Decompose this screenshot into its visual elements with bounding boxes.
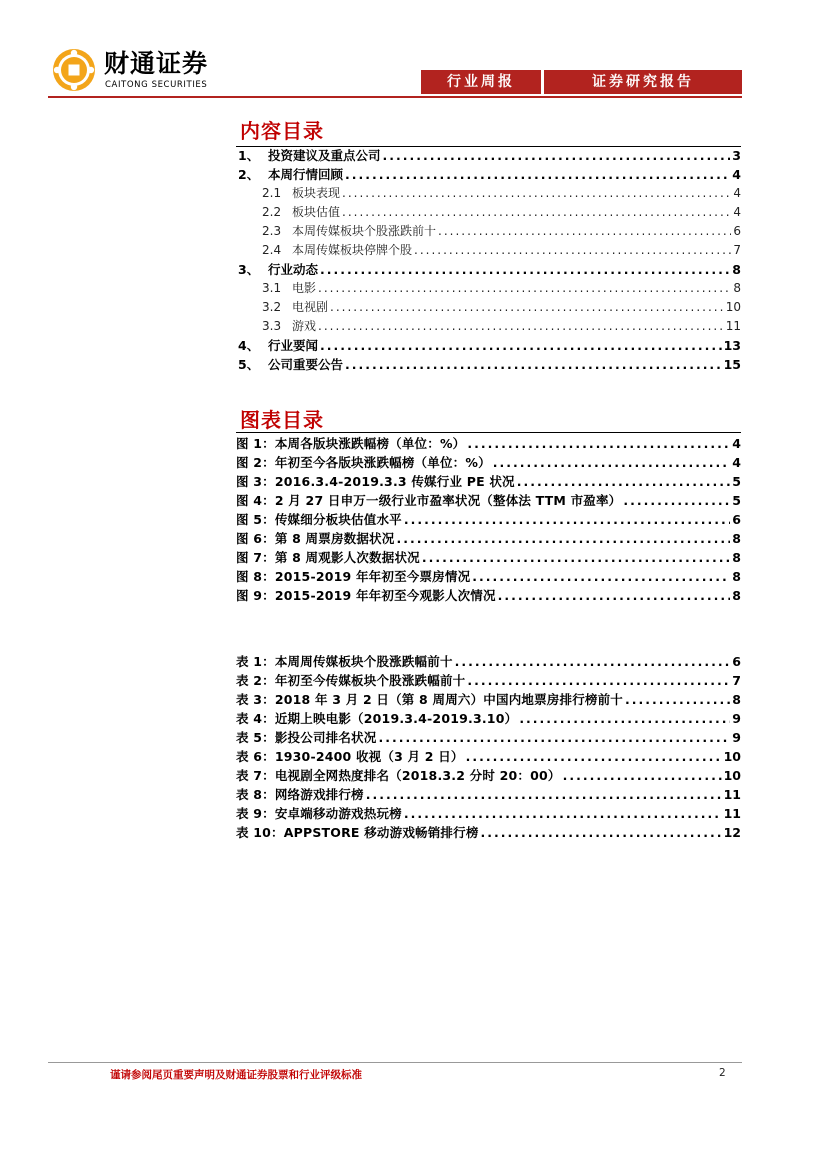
figure-entry[interactable]: [236, 529, 741, 548]
leader-dots: [320, 336, 722, 355]
toc-number: 3.3: [262, 319, 282, 333]
contents-title: 内容目录: [240, 119, 324, 143]
table-page: 9: [732, 730, 741, 745]
toc-label: 电影: [292, 281, 317, 295]
figure-label: 图 5：传媒细分板块估值水平: [236, 512, 402, 527]
table-entry[interactable]: [236, 823, 741, 842]
toc-label: 板块表现: [292, 186, 341, 200]
leader-dots: [466, 747, 722, 766]
page-number: 2: [719, 1067, 726, 1079]
table-label: 表 7：电视剧全网热度排名（2018.3.2 分时 20：00）: [236, 768, 561, 783]
table-entry[interactable]: [236, 804, 741, 823]
table-label: 表 1：本周周传媒板块个股涨跌幅前十: [236, 654, 453, 669]
leader-dots: [404, 804, 722, 823]
toc-page: 6: [733, 224, 741, 238]
toc-page: 4: [732, 167, 741, 182]
toc-subitem[interactable]: [236, 241, 741, 260]
table-page: 10: [723, 749, 741, 764]
table-entry[interactable]: [236, 709, 741, 728]
leader-dots: [366, 785, 722, 804]
figures-divider: [236, 432, 741, 433]
leader-dots: [318, 317, 724, 336]
figures-list: [236, 434, 741, 605]
toc-number: 3、: [238, 262, 260, 277]
toc-number: 2.3: [262, 224, 282, 238]
figure-page: 8: [732, 531, 741, 546]
figure-label: 图 3：2016.3.4-2019.3.3 传媒行业 PE 状况: [236, 474, 515, 489]
toc-page: 15: [723, 357, 741, 372]
toc-item[interactable]: [236, 165, 741, 184]
toc-label: 公司重要公告: [268, 357, 344, 372]
toc-number: 1、: [238, 148, 260, 163]
figure-entry[interactable]: [236, 472, 741, 491]
leader-dots: [383, 146, 731, 165]
toc-label: 行业动态: [268, 262, 319, 277]
figure-page: 8: [732, 569, 741, 584]
toc-subitem[interactable]: [236, 222, 741, 241]
toc-item[interactable]: [236, 336, 741, 355]
toc-number: 2.1: [262, 186, 282, 200]
toc-label: 本周行情回顾: [268, 167, 344, 182]
table-label: 表 6：1930-2400 收视（3 月 2 日）: [236, 749, 464, 764]
toc-item[interactable]: [236, 355, 741, 374]
table-label: 表 3：2018 年 3 月 2 日（第 8 周周六）中国内地票房排行榜前十: [236, 692, 623, 707]
toc-number: 3.1: [262, 281, 282, 295]
toc-page: 7: [733, 243, 741, 257]
leader-dots: [438, 222, 731, 241]
toc-item[interactable]: [236, 146, 741, 165]
figure-entry[interactable]: [236, 453, 741, 472]
toc-subitem[interactable]: [236, 317, 741, 336]
toc-page: 13: [723, 338, 741, 353]
toc-label: 本周传媒板块停牌个股: [292, 243, 413, 257]
figure-entry[interactable]: [236, 586, 741, 605]
figure-label: 图 9：2015-2019 年年初至今观影人次情况: [236, 588, 496, 603]
leader-dots: [625, 690, 730, 709]
figure-label: 图 2：年初至今各版块涨跌幅榜（单位：%）: [236, 455, 491, 470]
figures-title: 图表目录: [240, 408, 324, 432]
table-page: 8: [732, 692, 741, 707]
table-page: 9: [732, 711, 741, 726]
toc-subitem[interactable]: [236, 279, 741, 298]
leader-dots: [342, 184, 731, 203]
toc-number: 2.2: [262, 205, 282, 219]
toc-item[interactable]: [236, 260, 741, 279]
toc-number: 5、: [238, 357, 260, 372]
toc-subitem[interactable]: [236, 184, 741, 203]
leader-dots: [493, 453, 731, 472]
toc-page: 4: [733, 186, 741, 200]
figure-page: 6: [732, 512, 741, 527]
report-category-tab: 证券研究报告: [544, 70, 742, 94]
leader-dots: [318, 279, 731, 298]
figure-page: 5: [732, 493, 741, 508]
leader-dots: [396, 529, 730, 548]
leader-dots: [414, 241, 731, 260]
toc-page: 8: [733, 281, 741, 295]
tables-list: [236, 652, 741, 842]
toc-page: 8: [732, 262, 741, 277]
footer-disclaimer: 谨请参阅尾页重要声明及财通证券股票和行业评级标准: [110, 1069, 362, 1081]
leader-dots: [517, 472, 731, 491]
leader-dots: [623, 491, 730, 510]
figure-label: 图 7：第 8 周观影人次数据状况: [236, 550, 420, 565]
table-label: 表 9：安卓端移动游戏热玩榜: [236, 806, 402, 821]
leader-dots: [404, 510, 730, 529]
report-type-tab: 行业周报: [421, 70, 541, 94]
leader-dots: [330, 298, 724, 317]
toc-subitem[interactable]: [236, 203, 741, 222]
table-entry[interactable]: [236, 747, 741, 766]
leader-dots: [345, 165, 730, 184]
brand-name-en: CAITONG SECURITIES: [105, 80, 208, 90]
toc-label: 电视剧: [292, 300, 329, 314]
table-entry[interactable]: [236, 690, 741, 709]
figure-entry[interactable]: [236, 491, 741, 510]
leader-dots: [472, 567, 730, 586]
leader-dots: [467, 434, 730, 453]
figure-label: 图 6：第 8 周票房数据状况: [236, 531, 395, 546]
table-entry[interactable]: [236, 766, 741, 785]
table-label: 表 4：近期上映电影（2019.3.4-2019.3.10）: [236, 711, 518, 726]
leader-dots: [345, 355, 722, 374]
table-page: 11: [723, 806, 741, 821]
toc-label: 游戏: [292, 319, 317, 333]
toc-label: 板块估值: [292, 205, 341, 219]
leader-dots: [455, 652, 731, 671]
toc-label: 投资建议及重点公司: [268, 148, 381, 163]
toc-number: 4、: [238, 338, 260, 353]
figure-page: 5: [732, 474, 741, 489]
toc-page: 3: [732, 148, 741, 163]
toc-page: 10: [725, 300, 741, 314]
figure-label: 图 8：2015-2019 年年初至今票房情况: [236, 569, 471, 584]
table-label: 表 2：年初至今传媒板块个股涨跌幅前十: [236, 673, 466, 688]
leader-dots: [378, 728, 730, 747]
table-entry[interactable]: [236, 728, 741, 747]
toc-number: 2、: [238, 167, 260, 182]
table-page: 11: [723, 787, 741, 802]
figure-entry[interactable]: [236, 548, 741, 567]
figure-page: 8: [732, 550, 741, 565]
figure-label: 图 4：2 月 27 日申万一级行业市盈率状况（整体法 TTM 市盈率）: [236, 493, 622, 508]
leader-dots: [481, 823, 722, 842]
table-page: 10: [723, 768, 741, 783]
page-header: [0, 0, 827, 100]
contents-list: [236, 146, 741, 374]
leader-dots: [320, 260, 730, 279]
table-page: 6: [732, 654, 741, 669]
toc-subitem[interactable]: [236, 298, 741, 317]
table-page: 12: [723, 825, 741, 840]
toc-number: 2.4: [262, 243, 282, 257]
toc-page: 4: [733, 205, 741, 219]
toc-label: 行业要闻: [268, 338, 319, 353]
figure-entry[interactable]: [236, 434, 741, 453]
table-label: 表 5：影投公司排名状况: [236, 730, 377, 745]
figure-label: 图 1：本周各版块涨跌幅榜（单位：%）: [236, 436, 466, 451]
figure-entry[interactable]: [236, 510, 741, 529]
leader-dots: [498, 586, 731, 605]
leader-dots: [422, 548, 730, 567]
figure-page: 4: [732, 455, 741, 470]
footer-divider: [48, 1062, 742, 1063]
table-entry[interactable]: [236, 671, 741, 690]
figure-page: 4: [732, 436, 741, 451]
leader-dots: [563, 766, 722, 785]
table-label: 表 10：APPSTORE 移动游戏畅销排行榜: [236, 825, 479, 840]
toc-number: 3.2: [262, 300, 282, 314]
table-page: 7: [732, 673, 741, 688]
figure-page: 8: [732, 588, 741, 603]
table-entry[interactable]: [236, 652, 741, 671]
leader-dots: [519, 709, 730, 728]
caitong-logo-icon: [52, 48, 96, 92]
header-divider: [48, 96, 742, 98]
brand-name-cn: 财通证券: [104, 49, 209, 78]
toc-page: 11: [725, 319, 741, 333]
figure-entry[interactable]: [236, 567, 741, 586]
toc-label: 本周传媒板块个股涨跌前十: [292, 224, 437, 238]
leader-dots: [467, 671, 730, 690]
table-entry[interactable]: [236, 785, 741, 804]
leader-dots: [342, 203, 731, 222]
table-label: 表 8：网络游戏排行榜: [236, 787, 364, 802]
